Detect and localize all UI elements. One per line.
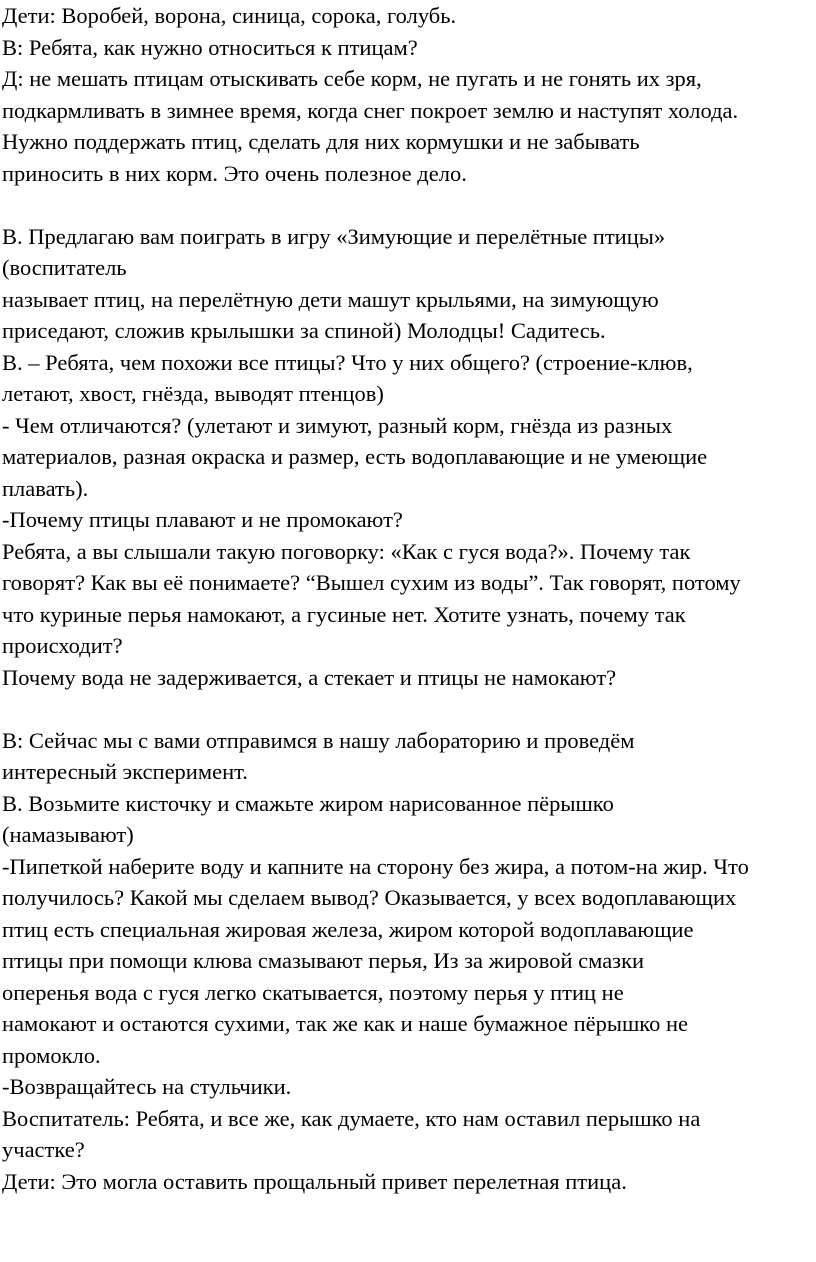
text-line: промокло. (2, 1042, 101, 1068)
blank-line (2, 693, 814, 725)
text-line: летают, хвост, гнёзда, выводят птенцов) (2, 381, 384, 406)
text-line: Почему вода не задерживается, а стекает и птицы не намокают? (2, 664, 617, 690)
text-line: что куриные перья намокают, а гусиные нет. Хотите узнать, почему так (2, 601, 686, 627)
text-line: Нужно поддержать птиц, сделать для них кормушки и не забывать (2, 129, 640, 154)
blank-line (2, 189, 814, 221)
text-line: -Почему птицы плавают и не промокают? (2, 507, 403, 532)
text-line: называет птиц, на перелётную дети машут крыльями, на зимующую (2, 286, 659, 312)
text-line: участке? (2, 1137, 85, 1162)
text-line: оперенья вода с гуся легко скатывается, поэтому перья у птиц не (2, 979, 624, 1005)
text-line: -Пипеткой наберите воду и капните на сторону без жира, а потом-на жир. Что (2, 853, 749, 879)
text-line: Ребята, а вы слышали такую поговорку: «Как с гуся вода?». Почему так (2, 538, 691, 564)
text-line: намокают и остаются сухими, так же как и наше бумажное пёрышко не (2, 1011, 688, 1036)
text-line: (намазывают) (2, 822, 134, 847)
text-line: материалов, разная окраска и размер, есть водоплавающие и не умеющие (2, 444, 708, 469)
text-line: птицы при помощи клюва смазывают перья, Из за жировой смазки (2, 948, 645, 973)
text-line: плавать). (2, 475, 89, 501)
text-line: Д: не мешать птицам отыскивать себе корм, не пугать и не гонять их зря, (2, 66, 702, 91)
text-line: подкармливать в зимнее время, когда снег покроет землю и наступят холода. (2, 97, 739, 123)
text-line: получилось? Какой мы сделаем вывод? Оказывается, у всех водоплавающих (2, 885, 737, 910)
text-line: приседают, сложив крылышки за спиной) Молодцы! Садитесь. (2, 318, 606, 343)
text-line: говорят? Как вы её понимаете? “Вышел сухим из воды”. Так говорят, потому (2, 570, 741, 595)
text-line: -Возвращайтесь на стульчики. (2, 1074, 292, 1099)
text-line: птиц есть специальная жировая железа, жиром которой водоплавающие (2, 916, 694, 942)
text-line: (воспитатель (2, 255, 127, 280)
text-line: Дети: Воробей, ворона, синица, сорока, голубь. (2, 3, 457, 28)
text-line: интересный эксперимент. (2, 759, 248, 784)
text-line: Воспитатель: Ребята, и все же, как думаете, кто нам оставил перышко на (2, 1105, 701, 1131)
document-body (2, 0, 814, 1197)
text-line: В. Возьмите кисточку и смажьте жиром нарисованное пёрышко (2, 790, 614, 816)
text-line: В. – Ребята, чем похожи все птицы? Что у них общего? (строение-клюв, (2, 349, 693, 375)
text-line: В: Ребята, как нужно относиться к птицам? (2, 34, 418, 60)
text-line: приносить в них корм. Это очень полезное дело. (2, 160, 467, 186)
text-line: Дети: Это могла оставить прощальный привет перелетная птица. (2, 1168, 627, 1194)
text-line: В. Предлагаю вам поиграть в игру «Зимующие и перелётные птицы» (2, 223, 666, 249)
text-line: - Чем отличаются? (улетают и зимуют, разный корм, гнёзда из разных (2, 412, 673, 438)
text-line: В: Сейчас мы с вами отправимся в нашу лабораторию и проведём (2, 727, 635, 753)
text-line: происходит? (2, 633, 123, 658)
